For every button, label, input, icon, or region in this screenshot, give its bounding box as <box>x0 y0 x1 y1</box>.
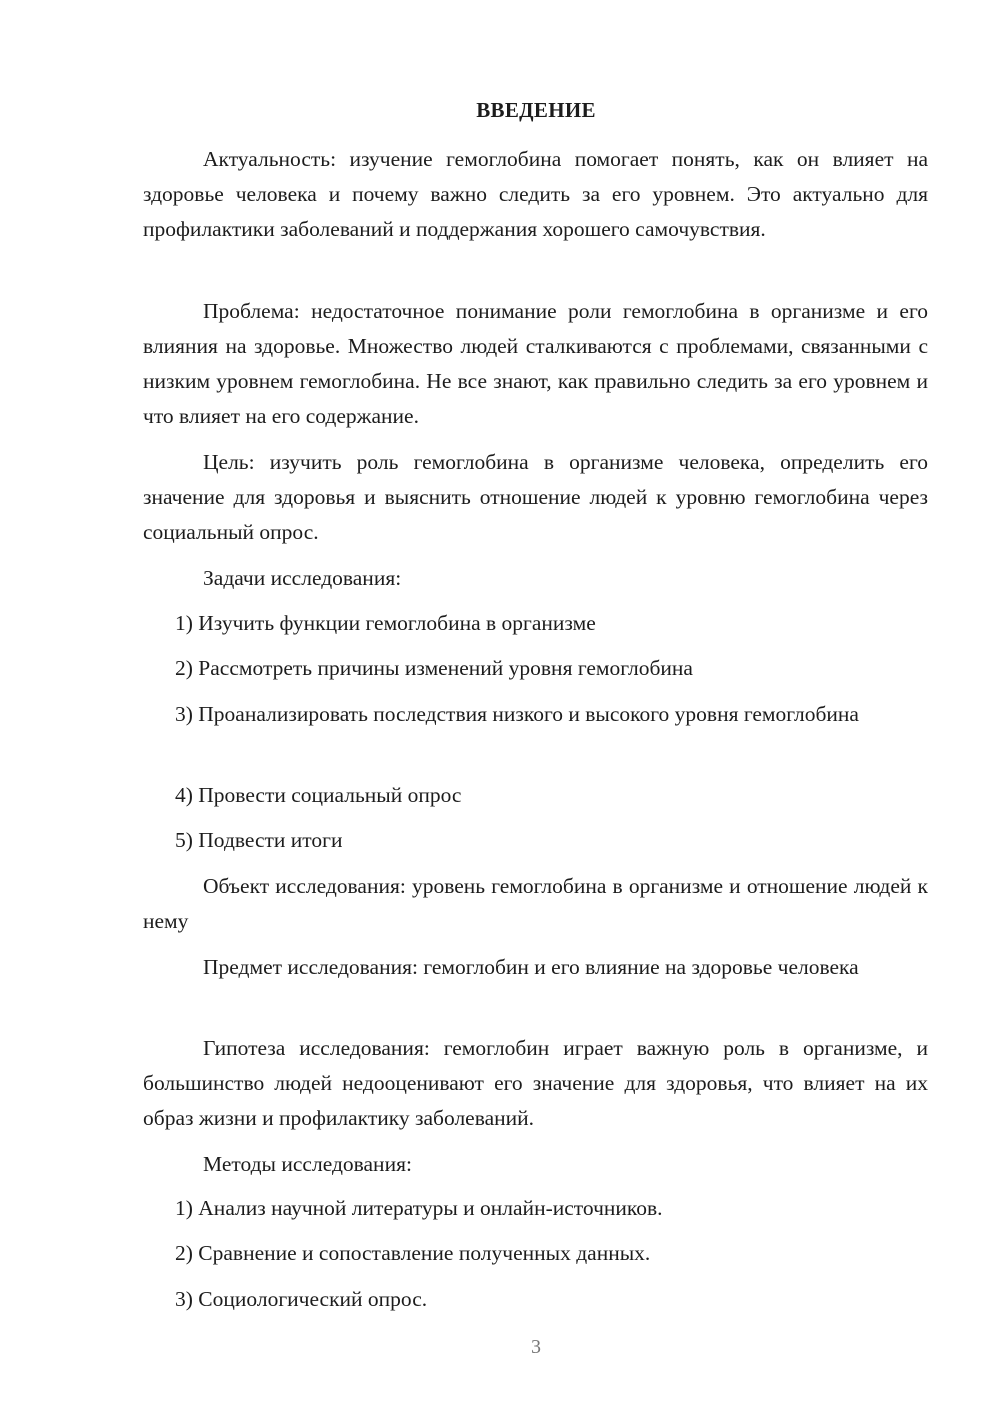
method-item-1: 1) Анализ научной литературы и онлайн-источников. <box>175 1196 663 1220</box>
paragraph-relevance: Актуальность: изучение гемоглобина помогает понять, как он влияет на здоровье человека и почему важно следить за его уровнем. Это актуально для профилактики заболеваний и поддержания хорошего самочувствия. <box>143 147 928 241</box>
paragraph-object: Объект исследования: уровень гемоглобина в организме и отношение людей к нему <box>143 874 928 933</box>
section-title: ВВЕДЕНИЕ <box>476 98 596 122</box>
paragraph-problem: Проблема: недостаточное понимание роли гемоглобина в организме и его влияния на здоровье. Множество людей сталкиваются с проблемами, связанными с низким уровнем гемоглобина. Не все знают, как правильно следить за его уровнем и что влияет на его содержание. <box>143 299 928 428</box>
task-item-1: 1) Изучить функции гемоглобина в организме <box>175 611 596 635</box>
paragraph-goal: Цель: изучить роль гемоглобина в организме человека, определить его значение для здоровья и выяснить отношение людей к уровню гемоглобина через социальный опрос. <box>143 450 928 544</box>
task-item-5: 5) Подвести итоги <box>175 828 343 852</box>
paragraph-hypothesis: Гипотеза исследования: гемоглобин играет важную роль в организме, и большинство людей недооценивают его значение для здоровья, что влияет на их образ жизни и профилактику заболеваний. <box>143 1036 928 1130</box>
method-item-2: 2) Сравнение и сопоставление полученных данных. <box>175 1241 651 1265</box>
task-item-2: 2) Рассмотреть причины изменений уровня гемоглобина <box>175 656 693 680</box>
task-item-4: 4) Провести социальный опрос <box>175 783 462 807</box>
page-number: 3 <box>531 1336 541 1358</box>
paragraph-methods-heading: Методы исследования: <box>203 1152 412 1176</box>
task-item-3: 3) Проанализировать последствия низкого и высокого уровня гемоглобина <box>175 702 859 726</box>
method-item-3: 3) Социологический опрос. <box>175 1287 428 1311</box>
paragraph-tasks-heading: Задачи исследования: <box>203 566 402 590</box>
paragraph-subject: Предмет исследования: гемоглобин и его влияние на здоровье человека <box>203 955 859 979</box>
